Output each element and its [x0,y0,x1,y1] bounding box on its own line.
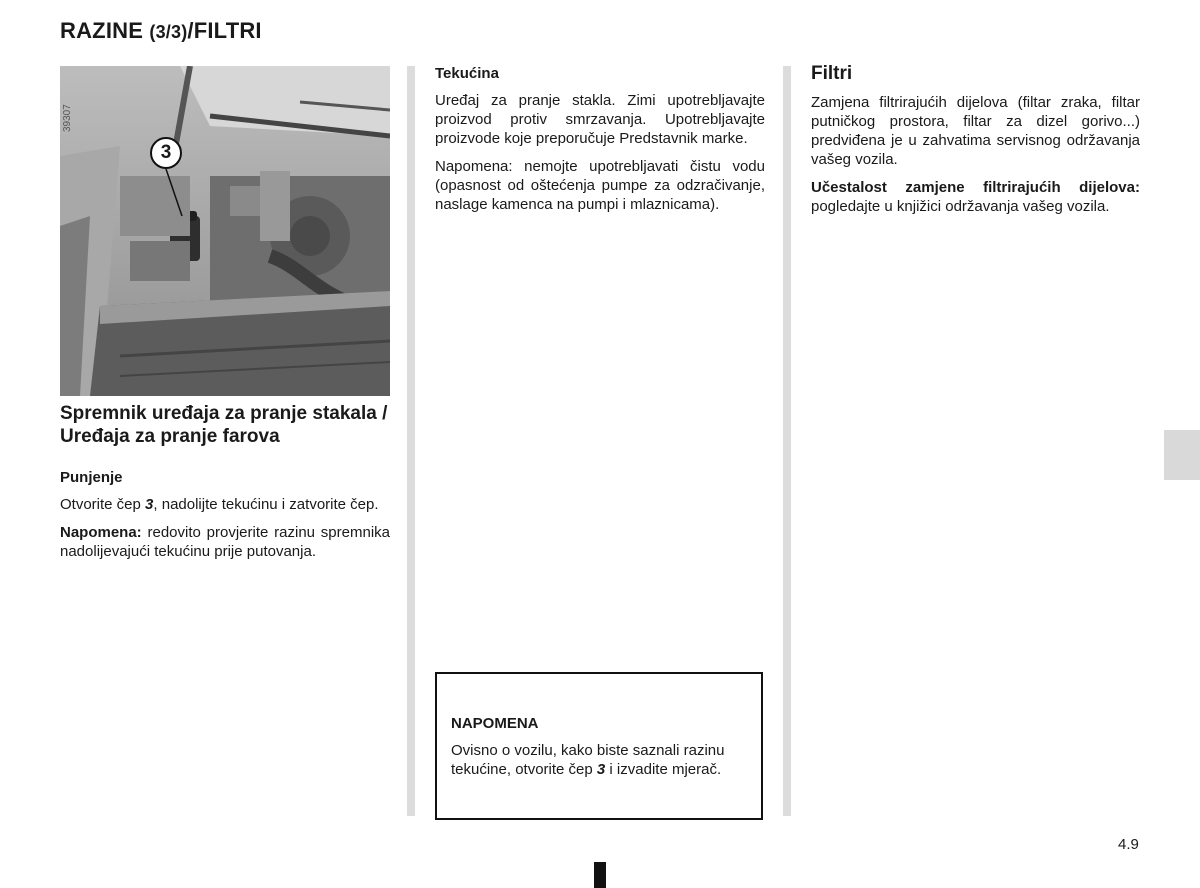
filling-text-b: , nadolijte tekućinu i zatvorite čep. [153,496,379,513]
filters-paragraph: Zamjena filtrirajućih dijelova (filtar zraka, filtar putničkog prostora, filtar za dizel gorivo...) predviđena je u zahvatima servisnog održavanja vašeg vozila. [811,94,1140,168]
note-text-a: Ovisno o vozilu, kako biste saznali razinu tekućine, otvorite čep [451,742,725,778]
remark-paragraph [60,523,390,561]
page-number: 4.9 [1118,836,1139,853]
fluid-paragraph: Uređaj za pranje stakla. Zimi upotrebljavajte proizvod protiv smrzavanja. Upotrebljavajte proizvode koje preporučuje Predstavnik marke. [435,92,765,147]
column-fluid [435,64,765,223]
filters-interval-paragraph [811,178,1140,216]
note-box [435,672,763,820]
engine-bay-illustration [60,66,390,396]
remark-label: Napomena: [60,524,142,541]
filters-heading: Filtri [811,63,853,84]
column-washer-reservoir [60,402,390,570]
filling-subheading: Punjenje [60,469,123,486]
column-divider-right [783,66,791,816]
engine-bay-photo [60,66,390,396]
interval-text: pogledajte u knjižici održavanja vašeg vozila. [811,198,1110,215]
washer-reservoir-heading: Spremnik uređaja za pranje stakala / Uređaja za pranje farova [60,403,388,447]
callout-3: 3 [150,137,182,169]
column-divider-left [407,66,415,816]
title-part: (3/3) [149,22,188,42]
fluid-heading: Tekućina [435,65,499,82]
fluid-remark-paragraph: Napomena: nemojte upotrebljavati čistu vodu (opasnost od oštećenja pumpe za odzračivanje, naslage kamenca na pumpi i mlaznicama). [435,158,765,213]
filling-paragraph [60,495,390,514]
filling-text-a: Otvorite čep [60,496,146,513]
title-rest: /FILTRI [187,18,262,43]
note-title: NAPOMENA [451,715,539,732]
note-text [451,741,747,779]
cap-reference: 3 [145,496,154,513]
remark-text: redovito provjerite razinu spremnika nadolijevajući tekućinu prije putovanja. [60,524,390,560]
photo-reference-code: 39307 [62,104,73,132]
title-main: RAZINE [60,18,144,43]
bottom-marker [594,862,606,888]
page-title [60,18,262,44]
interval-label: Učestalost zamjene filtrirajućih dijelova: [811,179,1140,196]
note-text-b: i izvadite mjerač. [605,761,722,778]
note-cap-reference: 3 [596,761,606,778]
chapter-tab [1164,430,1200,480]
column-filters [811,64,1140,225]
